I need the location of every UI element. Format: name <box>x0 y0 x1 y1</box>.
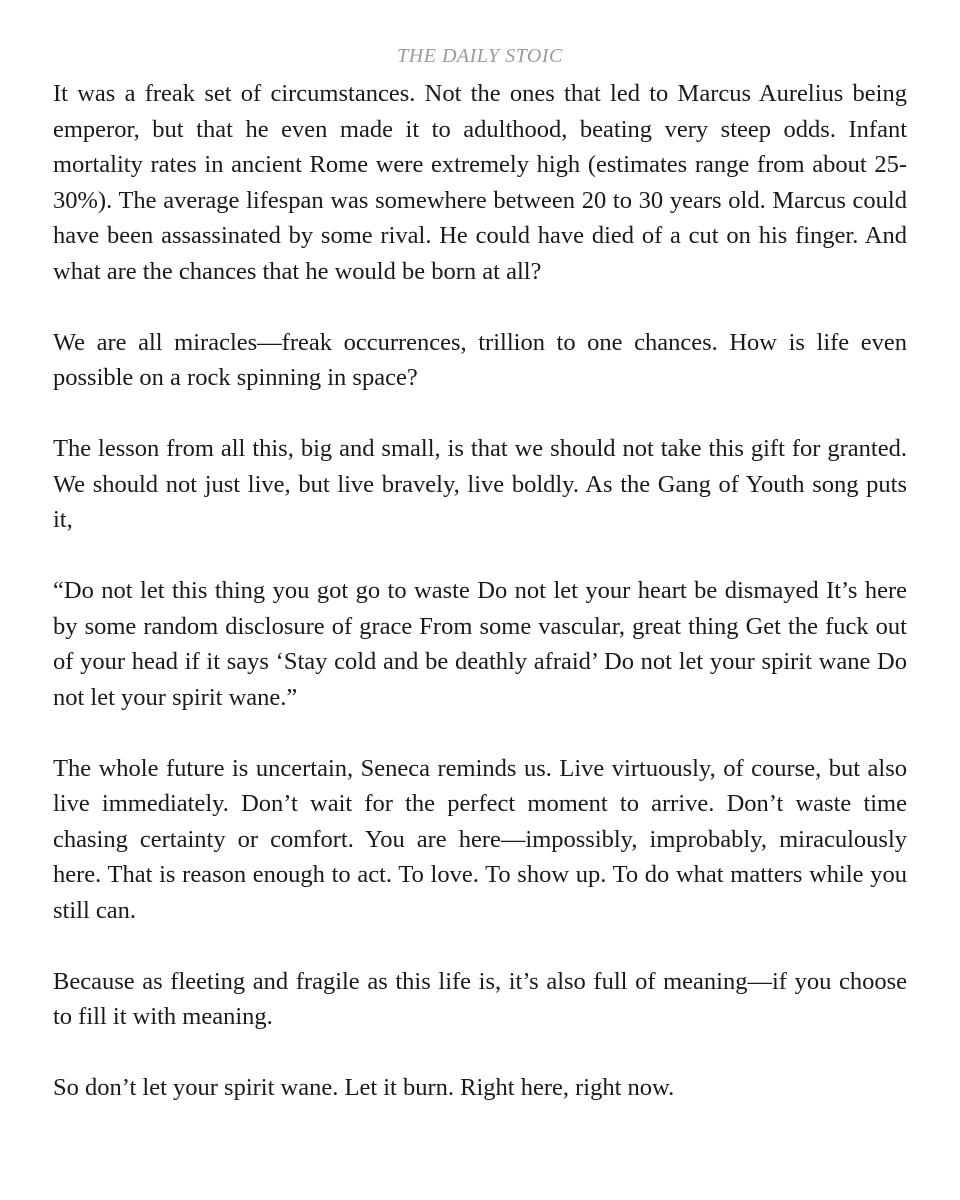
paragraph-meaning: Because as fleeting and fragile as this life is, it’s also full of meaning—if you choose to fill it with meaning. <box>53 967 907 1030</box>
running-header-title: THE DAILY STOIC <box>397 45 563 67</box>
paragraph-seneca: The whole future is uncertain, Seneca reminds us. Live virtuously, of course, but also live immediately. Don’t wait for the perfect moment to arrive. Don’t waste time chasing certainty or comfort. You are here—impossibly, improbably, miraculously here. That is reason enough to act. To love. To show up. To do what matters while you still can. <box>53 754 907 924</box>
paragraph-song-quote: “Do not let this thing you got go to waste Do not let your heart be dismayed It’s here by some random disclosure of grace From some vascular, great thing Get the fuck out of your head if it says ‘Stay cold and be deathly afraid’ Do not let your spirit wane Do not let your spirit wane.” <box>53 577 907 711</box>
paragraph-lesson: The lesson from all this, big and small, is that we should not take this gift for granted. We should not just live, but live bravely, live boldly. As the Gang of Youth song puts it, <box>53 435 907 533</box>
paragraph-marcus-odds: It was a freak set of circumstances. Not the ones that led to Marcus Aurelius being emperor, but that he even made it to adulthood, beating very steep odds. Infant mortality rates in ancient Rome were extremely high (estimates range from about 25-30%). The average lifespan was somewhere between 20 to 30 years old. Marcus could have been assassinated by some rival. He could have died of a cut on his finger. And what are the chances that he would be born at all? <box>53 80 907 285</box>
paragraph-closing: So don’t let your spirit wane. Let it burn. Right here, right now. <box>53 1074 675 1101</box>
article-body <box>53 76 907 1106</box>
paragraph-miracles: We are all miracles—freak occurrences, trillion to one chances. How is life even possible on a rock spinning in space? <box>53 328 907 391</box>
